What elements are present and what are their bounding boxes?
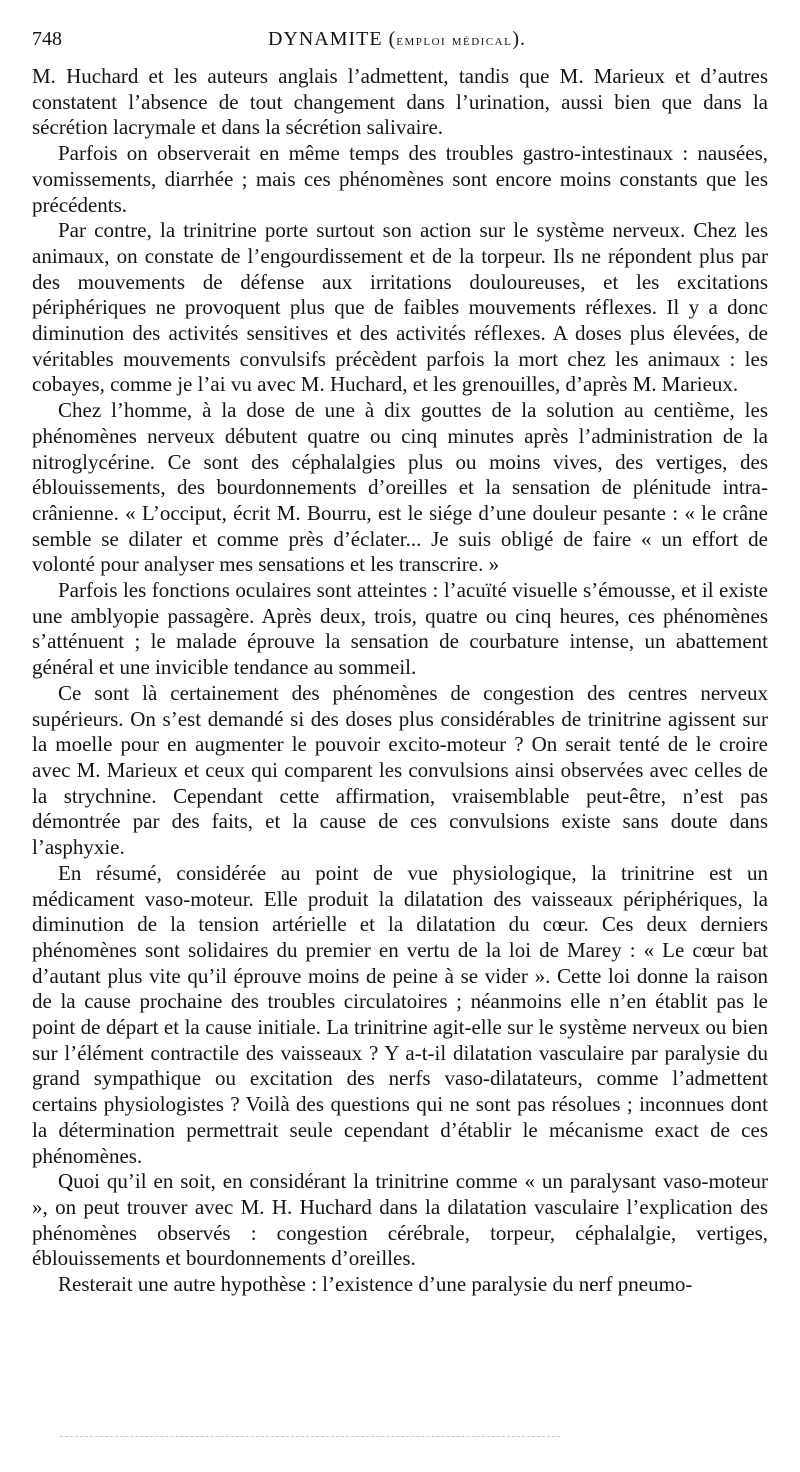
body-text — [32, 64, 768, 1298]
paragraph-continuation: M. Huchard et les auteurs anglais l’admettent, tandis que M. Marieux et d’autres constatent l’absence de tout changement dans l’urination, aussi bien que dans la sécrétion lacrymale et dans la sécrétion salivaire. — [32, 64, 768, 140]
paragraph: Chez l’homme, à la dose de une à dix gouttes de la solution au centième, les phénomènes nerveux débutent quatre ou cinq minutes après l’administration de la nitroglycérine. Ce sont des céphalalgies plus ou moins vives, des vertiges, des éblouissements, des bourdonnements d’oreilles et la sensation de plénitude intra-crânienne. « L’occiput, écrit M. Bourru, est le siége d’une douleur pesante : « le crâne semble se dilater et comme près d’éclater... Je suis obligé de faire « un effort de volonté pour analyser mes sensations et les transcrire. » — [32, 398, 768, 577]
footer-rule — [60, 1436, 560, 1438]
running-head — [32, 28, 762, 51]
paragraph: Ce sont là certainement des phénomènes de congestion des centres nerveux supérieurs. On s’est demandé si des doses plus considérables de trinitrine agissent sur la moelle pour en augmenter le pouvoir excito-moteur ? On serait tenté de le croire avec M. Marieux et ceux qui comparent les convulsions ainsi observées avec celles de la strychnine. Cependant cette affirmation, vraisemblable peut-être, n’est pas démontrée par des faits, et la cause de ces convulsions existe sans doute dans l’asphyxie. — [32, 680, 768, 860]
paragraph: Resterait une autre hypothèse : l’existence d’une paralysie du nerf pneumo- — [58, 1272, 693, 1297]
page-number: 748 — [32, 28, 62, 50]
running-head-end: ). — [512, 28, 527, 50]
paragraph: En résumé, considérée au point de vue physiologique, la trinitrine est un médicament vaso-moteur. Elle produit la dilatation des vaisseaux périphériques, la diminution de la tension artérielle et la dilatation du cœur. Ces deux derniers phénomènes sont solidaires du premier en vertu de la loi de Marey : « Le cœur bat d’autant plus vite qu’il éprouve moins de peine à se vider ». Cette loi donne la raison de la cause prochaine des troubles circulatoires ; néanmoins elle n’en établit pas le point de départ et la cause initiale. La trinitrine agit-elle sur le système nerveux ou bien sur l’élément contractile des vaisseaux ? Y a-t-il dilatation vasculaire par paralysie du grand sympathique ou excitation des nerfs vaso-dilatateurs, comme l’admettent certains physiologistes ? Voilà des questions qui ne sont pas résolues ; inconnues dont la détermination permettrait seule cependant d’établir le mécanisme exact de ces phénomènes. — [32, 860, 768, 1168]
paragraph: Parfois on observerait en même temps des troubles gastro-intestinaux : nausées, vomissements, diarrhée ; mais ces phénomènes sont encore moins constants que les précédents. — [32, 141, 768, 217]
paragraph: Par contre, la trinitrine porte surtout son action sur le système nerveux. Chez les animaux, on constate de l’engourdissement et de la torpeur. Ils ne répondent plus par des mouvements de défense aux irritations douloureuses, et les excitations périphériques ne provoquent plus que de faibles mouvements réflexes. Il y a donc diminution des activités sensitives et des activités réflexes. A doses plus élevées, de véritables mouvements convulsifs précèdent parfois la mort chez les animaux : les cobayes, comme je l’ai vu avec M. Huchard, et les grenouilles, d’après M. Marieux. — [32, 218, 768, 397]
paragraph: Quoi qu’il en soit, en considérant la trinitrine comme « un paralysant vaso-moteur », on peut trouver avec M. H. Huchard dans la dilatation vasculaire l’explication des phénomènes observés : congestion cérébrale, torpeur, céphalalgie, vertiges, éblouissements et bourdonnements d’oreilles. — [32, 1169, 768, 1271]
paragraph: Parfois les fonctions oculaires sont atteintes : l’acuïté visuelle s’émousse, et il existe une amblyopie passagère. Après deux, trois, quatre ou cinq heures, ces phénomènes s’atténuent ; le malade éprouve la sensation de courbature intense, un abattement général et une invicible tendance au sommeil. — [32, 578, 768, 680]
page-header — [32, 28, 762, 58]
running-head-subtitle: emploi médical — [396, 32, 513, 49]
running-head-main: DYNAMITE ( — [267, 28, 397, 50]
